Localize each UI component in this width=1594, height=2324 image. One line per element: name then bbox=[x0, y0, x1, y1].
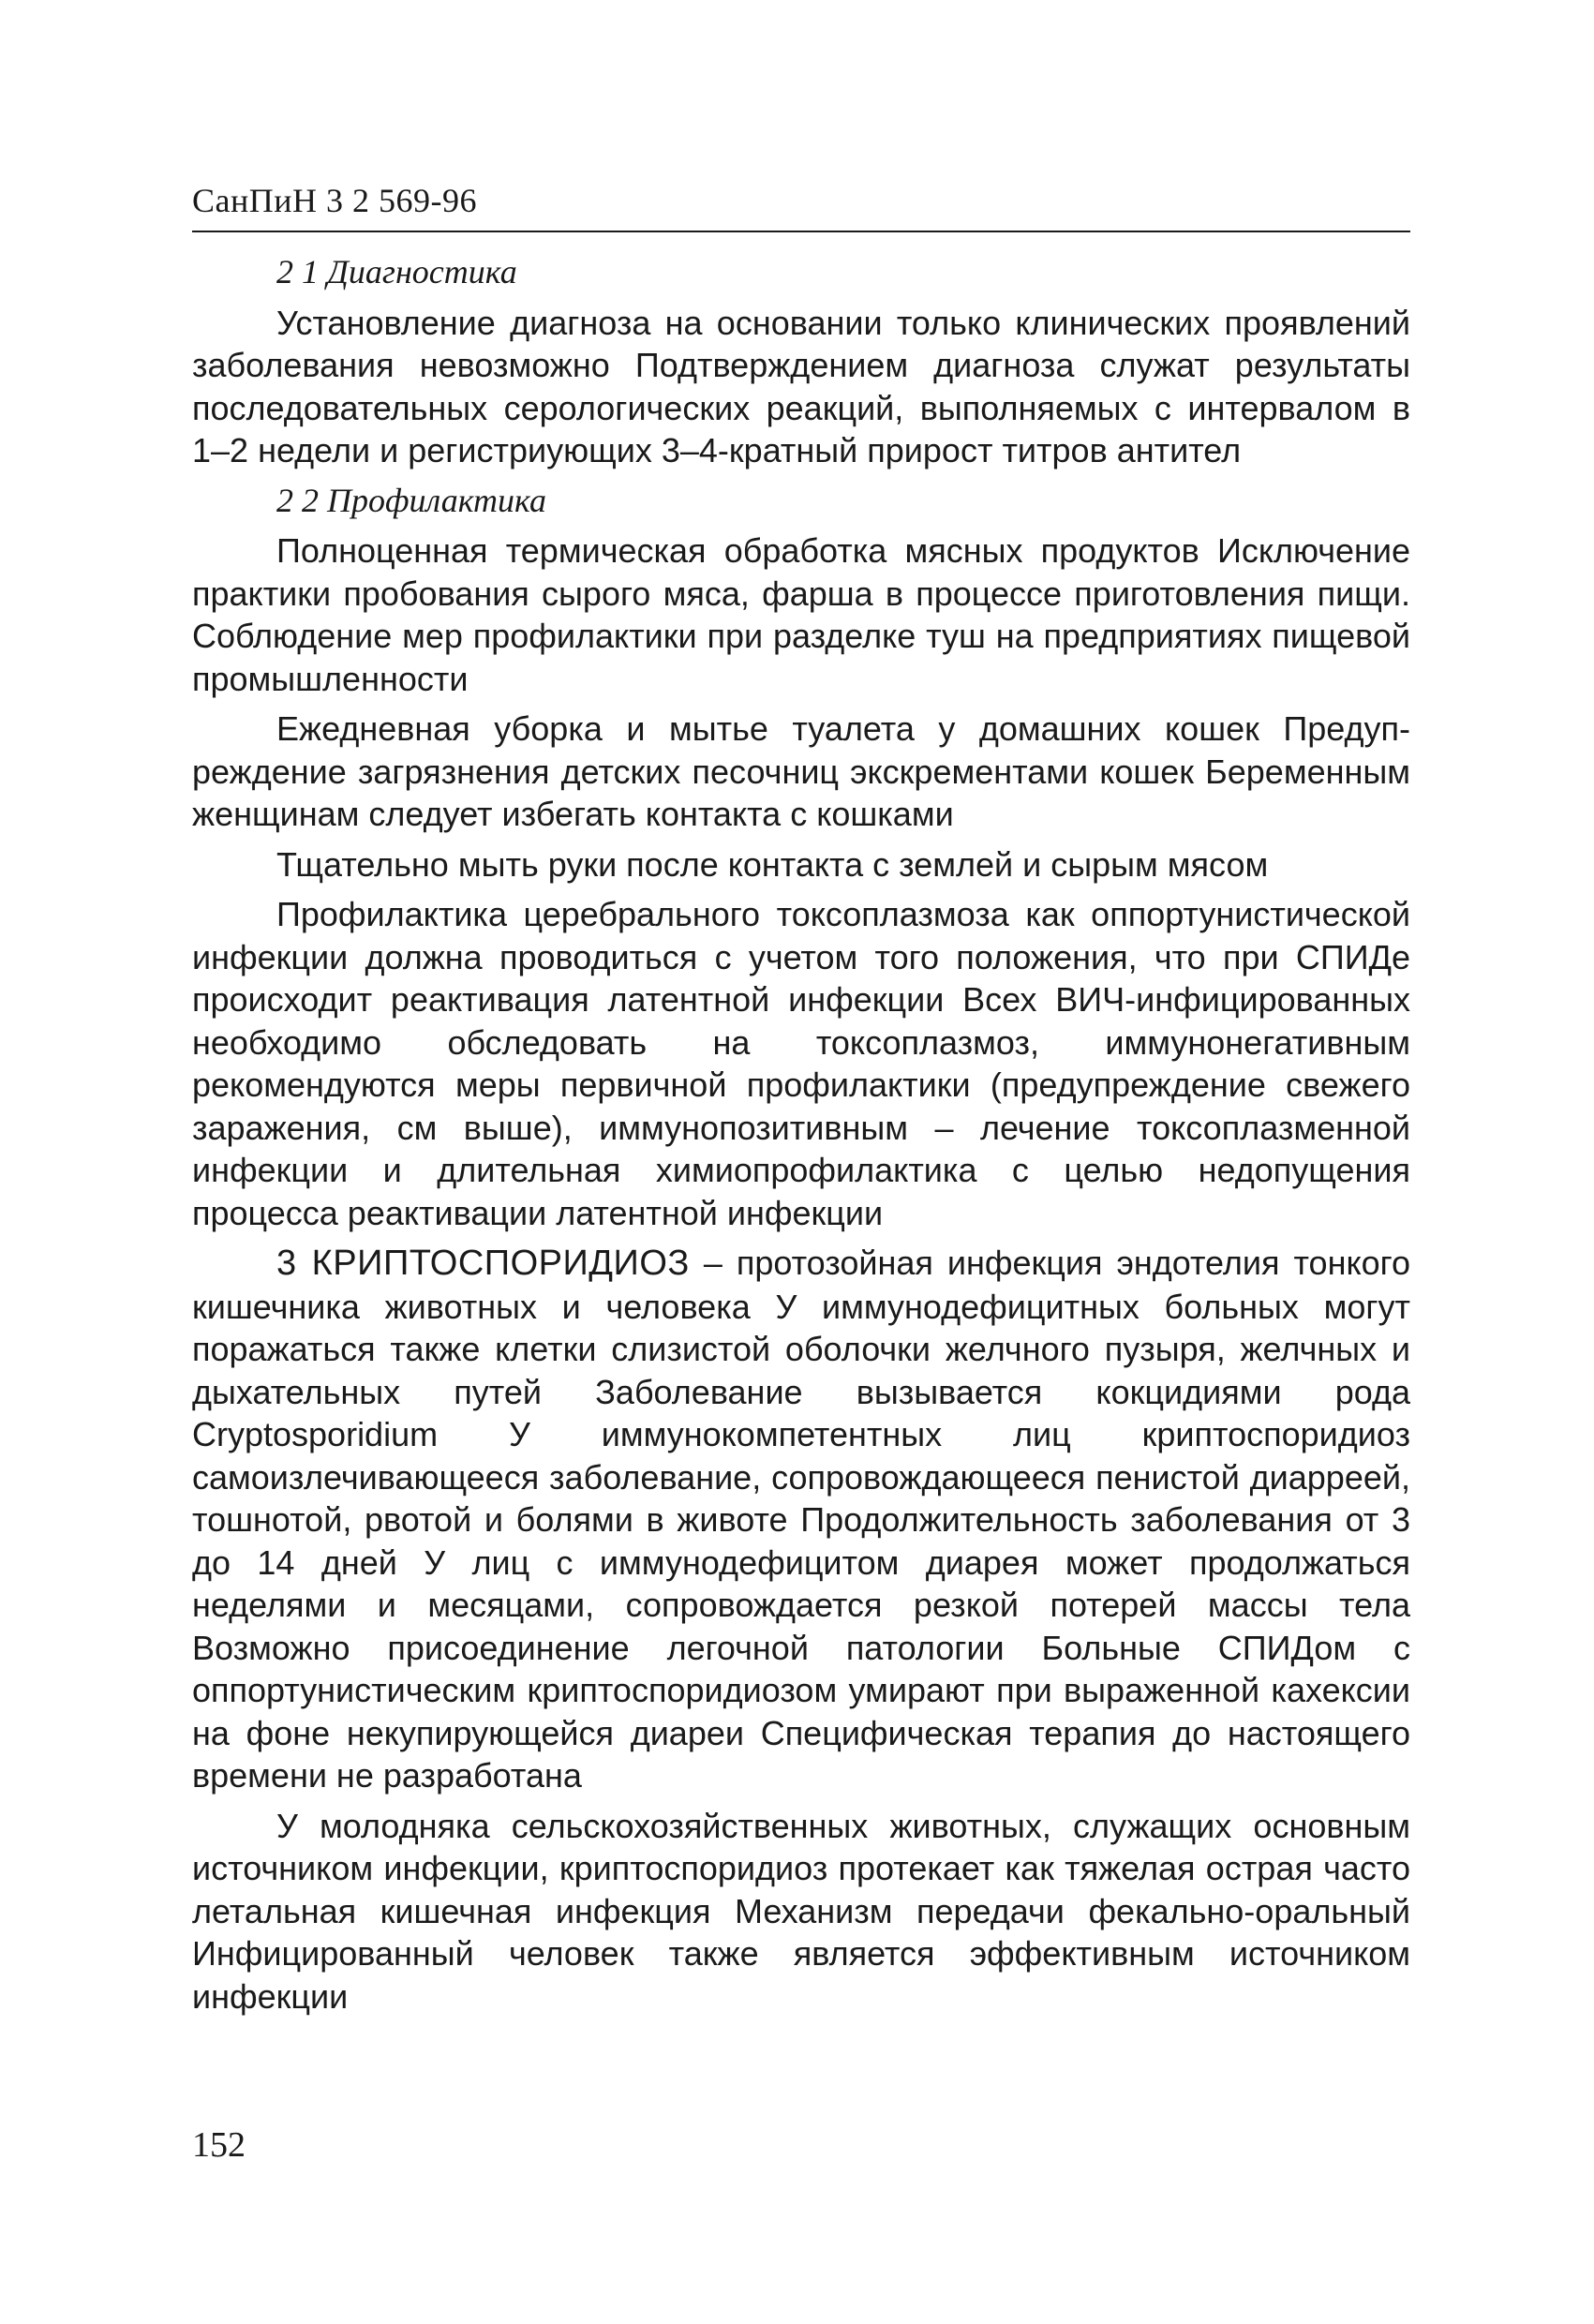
paragraph: Ежедневная уборка и мытье туалета у домашних кошек Предупреждение загрязнения детских песочниц экскрементами кошек Беременным женщинам следует избегать контакта с кошками bbox=[192, 709, 1410, 833]
paragraph: У молодняка сельскохозяйственных животных, служащих основным источником инфекции, криптоспоридиоз протекает как тяжелая острая часто летальная кишечная инфекция Механизм передачи фекально-оральный Инфицированный человек также является эффективным источником инфекции bbox=[192, 1806, 1410, 2016]
page-body bbox=[192, 251, 1410, 2025]
section-heading-prevention: 2 2 Профилактика bbox=[276, 481, 546, 519]
section-heading-diagnostics: 2 1 Диагностика bbox=[276, 253, 517, 290]
section-cryptosporidiosis-lead bbox=[192, 1242, 1410, 1797]
header-rule bbox=[192, 231, 1410, 232]
paragraph: Полноценная термическая обработка мясных продуктов Исключение практики пробования сырого мяса, фарша в процессе приготовления пищи. Соблюдение мер профилактики при разделке туш на предприятиях пищевой промышленности bbox=[192, 531, 1410, 698]
paragraph: Тщательно мыть руки после контакта с землей и сырым мясом bbox=[276, 844, 1269, 884]
running-header: СанПиН 3 2 569-96 bbox=[192, 182, 478, 219]
page-number: 152 bbox=[192, 2125, 246, 2165]
section-term-cryptosporidiosis: 3 КРИПТОСПОРИДИОЗ bbox=[276, 1244, 690, 1283]
paragraph: Профилактика церебрального токсоплазмоза как оппортунистической инфекции должна проводиться с учетом того положения, что при СПИДе происходит реактивация латентной инфекции Всех ВИЧ-инфицированных необходимо обследовать на токсоплазмоз, иммунонегативным рекомендуются меры первичной профилактики (предупреждение свежего заражения, см выше), иммунопозитивным – лечение токсоплазменной инфекции и длительная химиопрофилактика с целью недопущения процесса реактивации латентной инфекции bbox=[192, 895, 1410, 1232]
paragraph: Установление диагноза на основании только клинических проявлений заболевания невозможно Подтверждением диагноза служат результаты последовательных серологических реакций, выполняемых с интервалом в 1–2 недели и регистриующих 3–4-кратный прирост титров антител bbox=[192, 303, 1410, 469]
section-lead-text: – протозойная инфекция эндотелия тонкого кишечника животных и человека У иммунодефицитных больных могут поражаться также клетки слизистой оболочки желчного пузыря, желчных и дыхательных путей Заболевание вызывается кокцидиями рода Cryptosporidium У иммунокомпетентных лиц криптоспоридиоз самоизлечивающееся заболевание, сопровождающееся пенистой диарреей, тошнотой, рвотой и болями в животе Продолжительность заболевания от 3 до 14 дней У лиц с иммунодефицитом диарея может продолжаться неделями и месяцами, сопровождается резкой потерей массы тела Возможно присоединение легочной патологии Больные СПИДом с оппортунистическим криптоспоридиозом умирают при выраженной кахексии на фоне некупирующейся диареи Специфическая терапия до настоящего времени не разработана bbox=[192, 1244, 1410, 1795]
